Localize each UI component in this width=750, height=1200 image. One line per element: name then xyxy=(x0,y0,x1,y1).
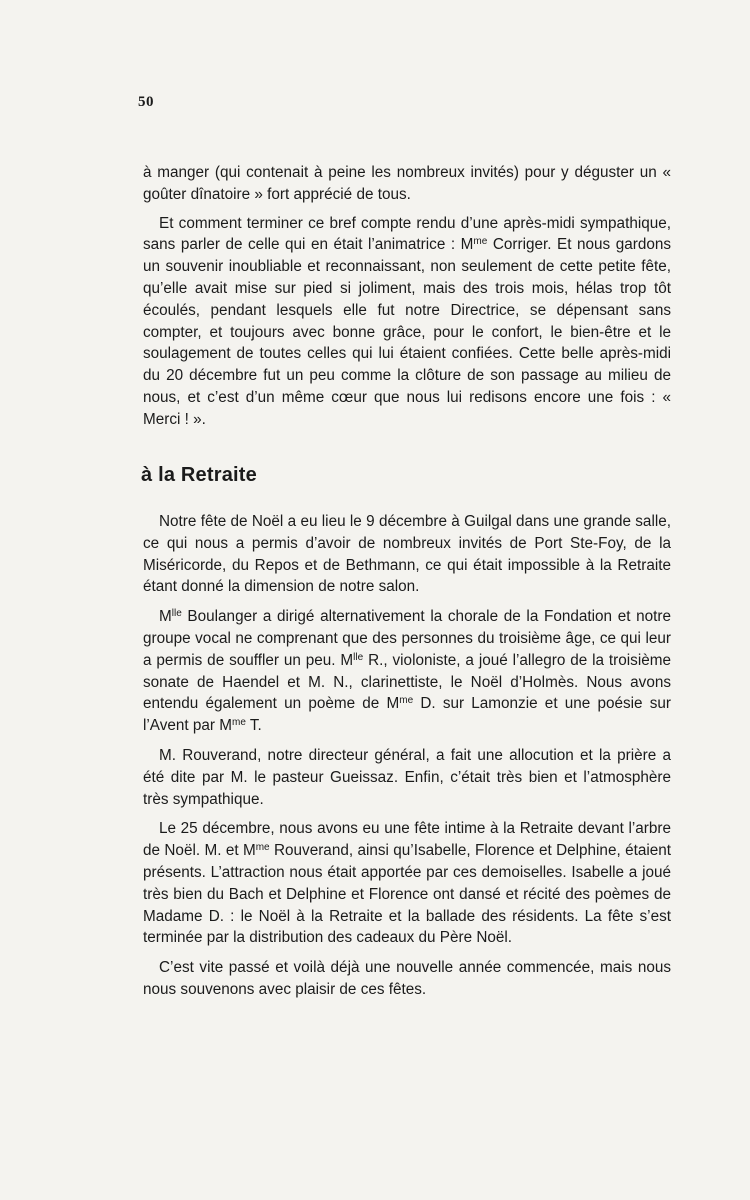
paragraph: Et comment terminer ce bref compte rendu d’une après-midi sympathique, sans parler de celle qui en était l’animatrice : $M^{me}$ Corriger. Et nous gardons un souvenir inoubliable et reconnaissant, non seulement de cette petite fête, qu’elle avait mise sur pied si joliment, mais des trois mois, hélas trop tôt écoulés, pendant lesquels elle fut notre Directrice, se dépensant sans compter, et toujours avec bonne grâce, pour le confort, le bien-être et le soulagement de toutes celles qui lui étaient confiées. Cette belle après-midi du 20 décembre fut un peu comme la clôture de son passage au milieu de nous, et c’est d’un même cœur que nous lui redisons encore une fois : « Merci ! ». xyxy=(143,214,671,428)
paragraph: $M^{lle}$ Boulanger a dirigé alternativement la chorale de la Fondation et notre groupe vocal ne comprenant que des personnes du troisième âge, ce qui leur a permis de souffler un peu. $M^{lle}$ R., violoniste, a joué l’allegro de la troisième sonate de Haendel et M. N., clarinettiste, le Noël d’Holmès. Nous avons entendu également un poème de $M^{me}$ D. sur Lamonzie et une poésie sur l’Avent par $M^{me}$ T. xyxy=(143,608,671,735)
paragraph: à manger (qui contenait à peine les nombreux invités) pour y déguster un « goûter dînatoire » fort apprécié de tous. xyxy=(143,164,671,203)
section-continuation xyxy=(143,162,671,438)
paragraph: M. Rouverand, notre directeur général, a fait une allocution et la prière a été dite par M. le pasteur Gueissaz. Enfin, c’était très bien et l’atmosphère très sympathique. xyxy=(143,746,671,808)
page-number: 50 xyxy=(138,94,154,110)
paragraph: C’est vite passé et voilà déjà une nouvelle année commencée, mais nous nous souvenons avec plaisir de ces fêtes. xyxy=(143,959,671,998)
paragraph: Notre fête de Noël a eu lieu le 9 décembre à Guilgal dans une grande salle, ce qui nous a permis d’avoir de nombreux invités de Port Ste-Foy, de la Miséricorde, du Repos et de Bethmann, ce qui était impossible à la Retraite étant donné la dimension de notre salon. xyxy=(143,513,671,596)
paragraph: Le 25 décembre, nous avons eu une fête intime à la Retraite devant l’arbre de Noël. M. et $M^{me}$ Rouverand, ainsi qu’Isabelle, Florence et Delphine, étaient présents. L’attraction nous était apportée par ces demoiselles. Isabelle a joué très bien du Bach et Delphine et Florence ont dansé et récité des poèmes de Madame D. : le Noël à la Retraite et la ballade des résidents. La fête s’est terminée par la distribution des cadeaux du Père Noël. xyxy=(143,820,672,947)
section-retraite xyxy=(143,511,671,1009)
section-heading: à la Retraite xyxy=(141,464,257,486)
